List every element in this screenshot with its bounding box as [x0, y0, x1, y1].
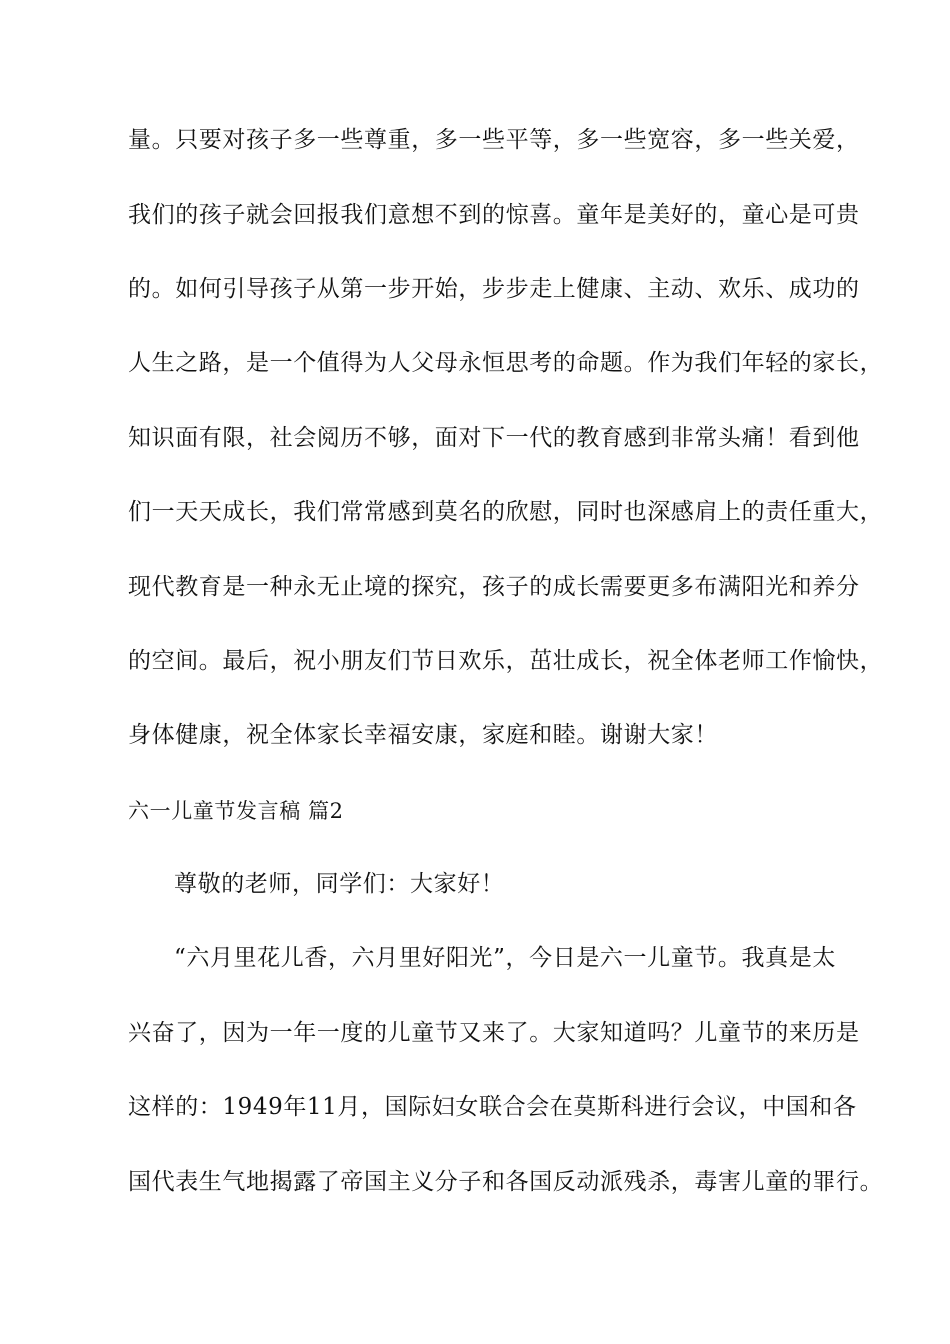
body-line: 这样的：1949年11月，国际妇女联合会在莫斯科进行会议，中国和各	[128, 1094, 857, 1120]
greeting-line: 尊敬的老师，同学们：大家好！	[174, 871, 505, 897]
body-line: 我们的孩子就会回报我们意想不到的惊喜。童年是美好的，童心是可贵	[128, 202, 860, 228]
body-line: 身体健康，祝全体家长幸福安康，家庭和睦。谢谢大家！	[128, 722, 718, 748]
body-line: 的空间。最后，祝小朋友们节日欢乐，茁壮成长，祝全体老师工作愉快，	[128, 648, 884, 674]
body-line: 知识面有限，社会阅历不够，面对下一代的教育感到非常头痛！看到他	[128, 425, 860, 451]
body-line: 量。只要对孩子多一些尊重，多一些平等，多一些宽容，多一些关爱，	[128, 127, 860, 153]
body-line: 国代表生气地揭露了帝国主义分子和各国反动派残杀，毒害儿童的罪行。	[128, 1169, 884, 1195]
body-line: 兴奋了，因为一年一度的儿童节又来了。大家知道吗？儿童节的来历是	[128, 1020, 860, 1046]
body-line: 人生之路，是一个值得为人父母永恒思考的命题。作为我们年轻的家长，	[128, 350, 884, 376]
body-line: 们一天天成长，我们常常感到莫名的欣慰，同时也深感肩上的责任重大，	[128, 499, 884, 525]
body-line: 现代教育是一种永无止境的探究，孩子的成长需要更多布满阳光和养分	[128, 574, 860, 600]
section-heading: 六一儿童节发言稿 篇2	[128, 799, 344, 823]
body-line: “六月里花儿香，六月里好阳光”，今日是六一儿童节。我真是太	[174, 945, 836, 971]
body-line: 的。如何引导孩子从第一步开始，步步走上健康、主动、欢乐、成功的	[128, 276, 860, 302]
